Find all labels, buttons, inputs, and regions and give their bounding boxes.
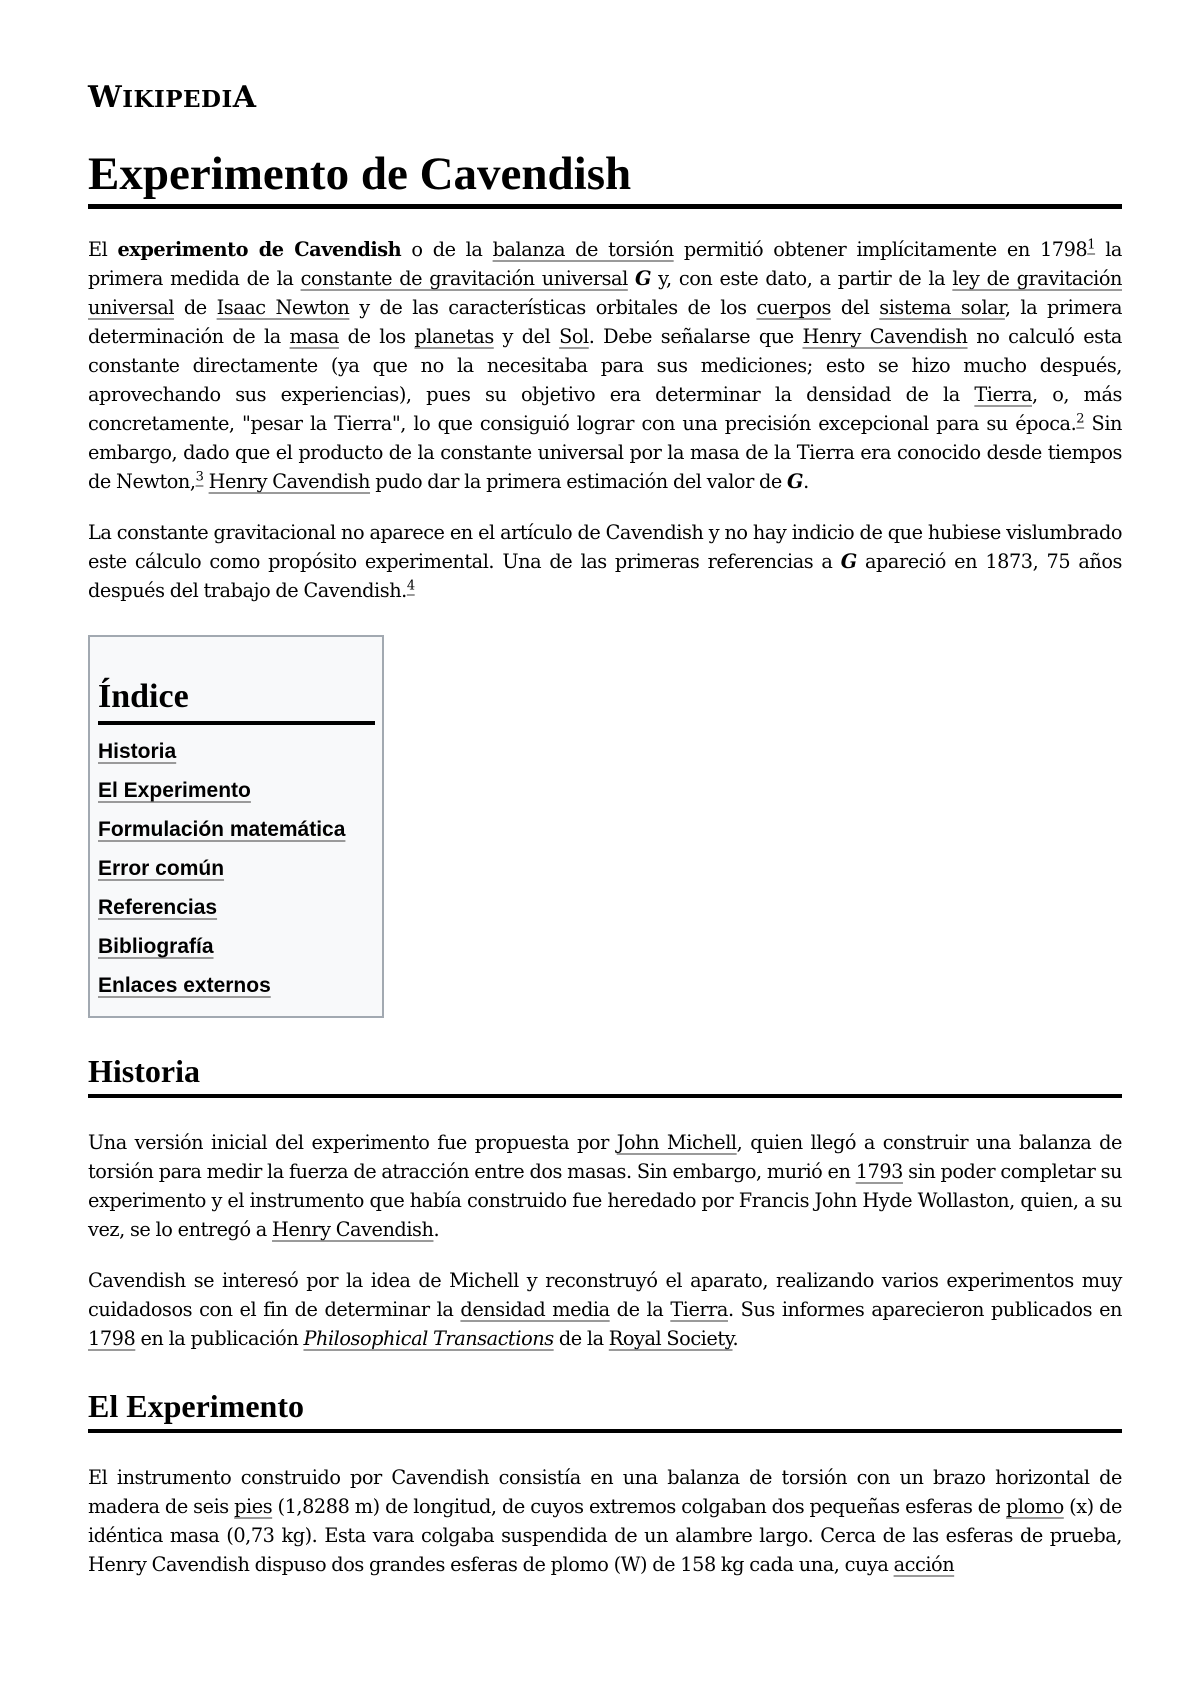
footnote-ref[interactable]: 4: [406, 578, 415, 594]
toc-title: Índice: [98, 677, 375, 725]
wikipedia-logo[interactable]: [88, 80, 1122, 120]
link-balanza-de-torsion[interactable]: balanza de torsión: [492, 238, 674, 261]
section-heading-el-experimento: El Experimento: [88, 1387, 1122, 1433]
intro-section: [88, 235, 1122, 605]
footnote-ref[interactable]: 2: [1076, 411, 1085, 427]
toc-item-bibliografia[interactable]: Bibliografía: [98, 935, 214, 958]
footnote-ref[interactable]: 1: [1087, 237, 1096, 253]
link-1798[interactable]: 1798: [88, 1327, 136, 1350]
link-sistema-solar[interactable]: sistema solar: [879, 296, 1005, 319]
toc-item-el-experimento[interactable]: El Experimento: [98, 779, 251, 802]
link-1793[interactable]: 1793: [855, 1160, 903, 1183]
link-densidad-media[interactable]: densidad media: [460, 1298, 610, 1321]
link-plomo[interactable]: plomo: [1006, 1495, 1064, 1518]
intro-paragraph-1: El experimento de Cavendish o de la balanza de torsión permitió obtener implícitamente en 1798$^1$ la primera medida de la constante de gravitación universal G y, con este dato, a partir de la ley de gravitación universal de Isaac Newton y de las características orbitales de los cuerpos del sistema solar, la primera determinación de la masa de los planetas y del Sol. Debe señalarse que Henry Cavendish no calculó esta constante directamente (ya que no la necesitaba para sus mediciones; esto se hizo mucho después, aprovechando sus experiencias), pues su objetivo era determinar la densidad de la Tierra, o, más concretamente, "pesar la Tierra", lo que consiguió lograr con una precisión excepcional para su época.$^2$ Sin embargo, dado que el producto de la constante universal por la masa de la Tierra era conocido desde tiempos de Newton,$^3$ Henry Cavendish pudo dar la primera estimación del valor de G.: [88, 237, 1123, 493]
symbol-g: G: [787, 470, 804, 493]
link-cuerpos[interactable]: cuerpos: [756, 296, 831, 319]
intro-paragraph-2: La constante gravitacional no aparece en el artículo de Cavendish y no hay indicio de que hubiese vislumbrado este cálculo como propósito experimental. Una de las primeras referencias a G apareció en 1873, 75 años después del trabajo de Cavendish.$^4$: [88, 521, 1122, 602]
experimento-paragraph-1: El instrumento construido por Cavendish consistía en una balanza de torsión con un brazo horizontal de madera de seis pies (1,8288 m) de longitud, de cuyos extremos colgaban dos pequeñas esferas de plomo (x) de idéntica masa (0,73 kg). Esta vara colgaba suspendida de un alambre largo. Cerca de las esferas de prueba, Henry Cavendish dispuso dos grandes esferas de plomo (W) de 158 kg cada una, cuya acción: [88, 1466, 1122, 1576]
link-ley-gravitacion[interactable]: ley de gravitación universal: [88, 267, 1123, 319]
section-heading-historia: Historia: [88, 1052, 1122, 1098]
link-tierra[interactable]: Tierra: [670, 1298, 728, 1321]
link-constante-gravitacion[interactable]: constante de gravitación universal: [300, 267, 628, 290]
table-of-contents: [88, 635, 384, 1018]
link-sol[interactable]: Sol: [559, 325, 589, 348]
link-tierra[interactable]: Tierra: [974, 383, 1033, 406]
toc-item-historia[interactable]: Historia: [98, 740, 177, 763]
link-philosophical-transactions[interactable]: Philosophical Transactions: [303, 1327, 554, 1350]
link-henry-cavendish[interactable]: Henry Cavendish: [208, 470, 371, 493]
logo-letter: A: [232, 80, 257, 115]
article-page: [88, 80, 1122, 1579]
symbol-g: G: [634, 267, 651, 290]
link-masa[interactable]: masa: [289, 325, 339, 348]
symbol-g: G: [840, 550, 857, 573]
link-henry-cavendish[interactable]: Henry Cavendish: [272, 1218, 434, 1241]
link-planetas[interactable]: planetas: [414, 325, 494, 348]
logo-letter: W: [88, 80, 123, 115]
historia-paragraph-1: Una versión inicial del experimento fue propuesta por John Michell, quien llegó a construir una balanza de torsión para medir la fuerza de atracción entre dos masas. Sin embargo, murió en 1793 sin poder completar su experimento y el instrumento que había construido fue heredado por Francis John Hyde Wollaston, quien, a su vez, se lo entregó a Henry Cavendish.: [88, 1131, 1123, 1241]
logo-smallcaps: IKIPEDI: [122, 86, 233, 113]
link-isaac-newton[interactable]: Isaac Newton: [216, 296, 350, 319]
link-pies[interactable]: pies: [234, 1495, 273, 1518]
historia-paragraph-2: Cavendish se interesó por la idea de Michell y reconstruyó el aparato, realizando varios experimentos muy cuidadosos con el fin de determinar la densidad media de la Tierra. Sus informes aparecieron publicados en 1798 en la publicación Philosophical Transactions de la Royal Society.: [88, 1269, 1123, 1350]
toc-item-enlaces-externos[interactable]: Enlaces externos: [98, 974, 271, 997]
toc-item-referencias[interactable]: Referencias: [98, 896, 218, 919]
toc-item-formulacion-matematica[interactable]: Formulación matemática: [98, 818, 346, 841]
link-henry-cavendish[interactable]: Henry Cavendish: [802, 325, 968, 348]
link-royal-society[interactable]: Royal Society: [608, 1327, 733, 1350]
page-title: Experimento de Cavendish: [88, 146, 1122, 209]
bold-term: experimento de Cavendish: [117, 238, 402, 261]
footnote-ref[interactable]: 3: [195, 469, 204, 485]
link-accion[interactable]: acción: [893, 1553, 955, 1576]
toc-item-error-comun[interactable]: Error común: [98, 857, 225, 880]
link-john-michell[interactable]: John Michell: [616, 1131, 737, 1154]
